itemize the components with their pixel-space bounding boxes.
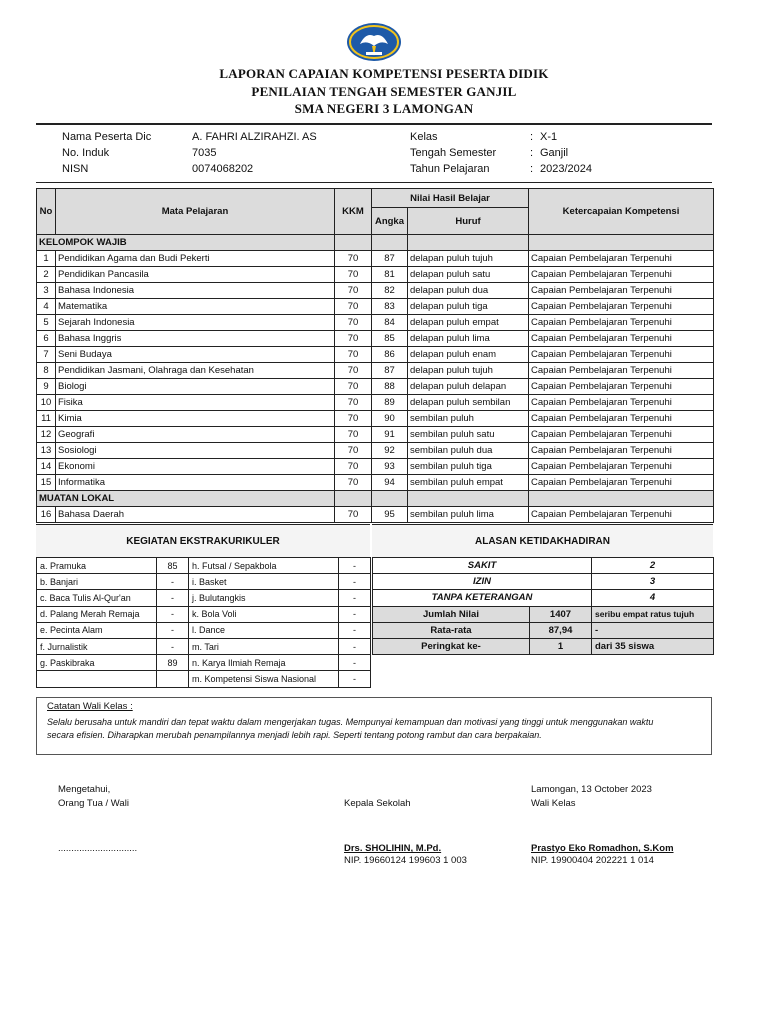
- subject-ketercapaian: Capaian Pembelajaran Terpenuhi: [529, 299, 714, 315]
- col-no: No: [37, 189, 56, 235]
- col-angka: Angka: [372, 208, 408, 235]
- subject-row: [37, 347, 714, 363]
- subject-kkm: 70: [335, 267, 372, 283]
- group-cell: [408, 491, 529, 507]
- subject-huruf: sembilan puluh satu: [408, 427, 529, 443]
- subject-row: [37, 411, 714, 427]
- subject-name: Geografi: [56, 427, 335, 443]
- subject-ketercapaian: Capaian Pembelajaran Terpenuhi: [529, 363, 714, 379]
- subject-huruf: delapan puluh lima: [408, 331, 529, 347]
- ekstra-row: [37, 638, 371, 654]
- tut-wuri-handayani-logo: [346, 22, 402, 62]
- colon: :: [530, 163, 534, 175]
- subject-kkm: 70: [335, 299, 372, 315]
- ekstra-value: -: [157, 638, 189, 654]
- ekstra-value: -: [339, 574, 371, 590]
- nisn-label: NISN: [62, 163, 89, 175]
- subject-row: [37, 251, 714, 267]
- colon: :: [530, 147, 534, 159]
- ekstra-value: [157, 671, 189, 687]
- group-cell: [372, 235, 408, 251]
- report-title: LAPORAN CAPAIAN KOMPETENSI PESERTA DIDIK: [219, 66, 549, 81]
- group-row: [37, 491, 714, 507]
- subject-row: [37, 427, 714, 443]
- subject-ketercapaian: Capaian Pembelajaran Terpenuhi: [529, 331, 714, 347]
- subject-huruf: delapan puluh tujuh: [408, 363, 529, 379]
- tanpa-value: 4: [592, 590, 714, 606]
- ekstra-row: [37, 558, 371, 574]
- sakit-label: SAKIT: [373, 558, 592, 574]
- subject-no: 11: [37, 411, 56, 427]
- subject-angka: 81: [372, 267, 408, 283]
- ekstra-name: f. Jurnalistik: [37, 638, 157, 654]
- subject-row: [37, 459, 714, 475]
- subject-kkm: 70: [335, 443, 372, 459]
- subject-angka: 86: [372, 347, 408, 363]
- subject-huruf: delapan puluh sembilan: [408, 395, 529, 411]
- info-divider: [36, 182, 712, 183]
- subject-row: [37, 395, 714, 411]
- subject-kkm: 70: [335, 363, 372, 379]
- subject-no: 14: [37, 459, 56, 475]
- peringkat-text: dari 35 siswa: [592, 638, 714, 654]
- rata-text: -: [592, 622, 714, 638]
- subject-name: Pendidikan Agama dan Budi Pekerti: [56, 251, 335, 267]
- col-mapel: Mata Pelajaran: [56, 189, 335, 235]
- subject-no: 9: [37, 379, 56, 395]
- report-subtitle: PENILAIAN TENGAH SEMESTER GANJIL: [251, 84, 517, 99]
- subject-angka: 85: [372, 331, 408, 347]
- subject-ketercapaian: Capaian Pembelajaran Terpenuhi: [529, 315, 714, 331]
- subject-no: 15: [37, 475, 56, 491]
- col-kkm: KKM: [335, 189, 372, 235]
- note-line-2: secara efisien. Diharapkan merubah penampilannya menjadi lebih rapi. Seperti tentang potong rambut dan cara berpakaian.: [47, 730, 542, 740]
- subject-angka: 88: [372, 379, 408, 395]
- subject-huruf: delapan puluh tiga: [408, 299, 529, 315]
- subject-name: Bahasa Indonesia: [56, 283, 335, 299]
- subject-name: Biologi: [56, 379, 335, 395]
- subject-ketercapaian: Capaian Pembelajaran Terpenuhi: [529, 267, 714, 283]
- subject-no: 13: [37, 443, 56, 459]
- student-name: A. FAHRI ALZIRAHZI. AS: [192, 131, 317, 143]
- tanpa-label: TANPA KETERANGAN: [373, 590, 592, 606]
- school-name: SMA NEGERI 3 LAMONGAN: [294, 101, 474, 116]
- subject-kkm: 70: [335, 251, 372, 267]
- subject-kkm: 70: [335, 411, 372, 427]
- student-nisn: 0074068202: [192, 163, 254, 175]
- jumlah-text: seribu empat ratus tujuh: [592, 606, 714, 622]
- note-line-1: Selalu berusaha untuk mandiri dan tepat waktu dalam mengerjakan tugas. Mempunyai kemampuan dan motivasi yang tinggi untuk menggunakan waktu: [47, 717, 654, 727]
- ekstra-row: [37, 606, 371, 622]
- group-cell: [335, 235, 372, 251]
- subject-no: 3: [37, 283, 56, 299]
- subject-kkm: 70: [335, 283, 372, 299]
- ekstra-name: n. Karya Ilmiah Remaja: [189, 655, 339, 671]
- subject-ketercapaian: Capaian Pembelajaran Terpenuhi: [529, 283, 714, 299]
- ekstra-row: [37, 671, 371, 687]
- subject-no: 6: [37, 331, 56, 347]
- subject-ketercapaian: Capaian Pembelajaran Terpenuhi: [529, 379, 714, 395]
- student-induk: 7035: [192, 147, 217, 159]
- subject-name: Kimia: [56, 411, 335, 427]
- ekstra-title: KEGIATAN EKSTRAKURIKULER: [36, 524, 370, 557]
- ekstra-name: m. Tari: [189, 638, 339, 654]
- jumlah-label: Jumlah Nilai: [373, 606, 530, 622]
- subject-row: [37, 475, 714, 491]
- subject-ketercapaian: Capaian Pembelajaran Terpenuhi: [529, 459, 714, 475]
- subject-angka: 83: [372, 299, 408, 315]
- ekstra-name: e. Pecinta Alam: [37, 622, 157, 638]
- subject-huruf: delapan puluh satu: [408, 267, 529, 283]
- student-tahun: 2023/2024: [540, 163, 592, 175]
- subject-name: Bahasa Daerah: [56, 507, 335, 523]
- subject-ketercapaian: Capaian Pembelajaran Terpenuhi: [529, 443, 714, 459]
- wali-name: Prastyo Eko Romadhon, S.Kom: [531, 843, 674, 854]
- ekstra-row: [37, 655, 371, 671]
- colon: :: [530, 131, 534, 143]
- peringkat-label: Peringkat ke-: [373, 638, 530, 654]
- col-huruf: Huruf: [408, 208, 529, 235]
- ekstra-name: k. Bola Voli: [189, 606, 339, 622]
- group-cell: [408, 235, 529, 251]
- header-divider: [36, 123, 712, 125]
- subject-angka: 91: [372, 427, 408, 443]
- subject-angka: 89: [372, 395, 408, 411]
- subject-row: [37, 267, 714, 283]
- subject-angka: 93: [372, 459, 408, 475]
- kepsek-nip: NIP. 19660124 199603 1 003: [344, 855, 467, 866]
- subject-kkm: 70: [335, 315, 372, 331]
- ekstra-value: 85: [157, 558, 189, 574]
- subject-huruf: sembilan puluh: [408, 411, 529, 427]
- ekstra-value: -: [339, 655, 371, 671]
- subject-row: [37, 283, 714, 299]
- subject-angka: 87: [372, 363, 408, 379]
- subject-ketercapaian: Capaian Pembelajaran Terpenuhi: [529, 507, 714, 523]
- kepsek-title: Kepala Sekolah: [344, 798, 411, 809]
- wali-nip: NIP. 19900404 202221 1 014: [531, 855, 654, 866]
- absen-table: [372, 557, 714, 655]
- student-semester: Ganjil: [540, 147, 569, 159]
- group-cell: [529, 235, 714, 251]
- subject-huruf: delapan puluh empat: [408, 315, 529, 331]
- subject-ketercapaian: Capaian Pembelajaran Terpenuhi: [529, 395, 714, 411]
- subject-ketercapaian: Capaian Pembelajaran Terpenuhi: [529, 347, 714, 363]
- subject-huruf: delapan puluh tujuh: [408, 251, 529, 267]
- ekstra-value: -: [339, 558, 371, 574]
- grades-table: [36, 188, 714, 523]
- ekstra-table: [36, 557, 371, 688]
- subject-angka: 82: [372, 283, 408, 299]
- group-row: [37, 235, 714, 251]
- subject-no: 7: [37, 347, 56, 363]
- name-label: Nama Peserta Dic: [62, 131, 152, 143]
- subject-no: 10: [37, 395, 56, 411]
- jumlah-value: 1407: [530, 606, 592, 622]
- report-date: Lamongan, 13 October 2023: [531, 784, 652, 795]
- wali-title: Wali Kelas: [531, 798, 576, 809]
- ekstra-row: [37, 574, 371, 590]
- ekstra-value: -: [157, 606, 189, 622]
- subject-ketercapaian: Capaian Pembelajaran Terpenuhi: [529, 475, 714, 491]
- subject-row: [37, 507, 714, 523]
- subject-kkm: 70: [335, 379, 372, 395]
- subject-kkm: 70: [335, 427, 372, 443]
- subject-row: [37, 315, 714, 331]
- subject-ketercapaian: Capaian Pembelajaran Terpenuhi: [529, 251, 714, 267]
- subject-no: 12: [37, 427, 56, 443]
- izin-label: IZIN: [373, 574, 592, 590]
- subject-name: Bahasa Inggris: [56, 331, 335, 347]
- subject-huruf: sembilan puluh empat: [408, 475, 529, 491]
- subject-name: Pendidikan Jasmani, Olahraga dan Kesehatan: [56, 363, 335, 379]
- ekstra-name: b. Banjari: [37, 574, 157, 590]
- subject-angka: 92: [372, 443, 408, 459]
- subject-row: [37, 331, 714, 347]
- student-kelas: X-1: [540, 131, 558, 143]
- subject-huruf: delapan puluh dua: [408, 283, 529, 299]
- subject-no: 16: [37, 507, 56, 523]
- mengetahui-label: Mengetahui,: [58, 784, 111, 795]
- semester-label: Tengah Semester: [410, 147, 497, 159]
- rata-label: Rata-rata: [373, 622, 530, 638]
- ekstra-value: -: [339, 638, 371, 654]
- ekstra-name: [37, 671, 157, 687]
- subject-kkm: 70: [335, 475, 372, 491]
- induk-label: No. Induk: [62, 147, 110, 159]
- ekstra-name: l. Dance: [189, 622, 339, 638]
- group-cell: [335, 491, 372, 507]
- ekstra-name: m. Kompetensi Siswa Nasional: [189, 671, 339, 687]
- absen-title: ALASAN KETIDAKHADIRAN: [372, 524, 713, 557]
- subject-kkm: 70: [335, 347, 372, 363]
- subject-name: Sosiologi: [56, 443, 335, 459]
- subject-name: Pendidikan Pancasila: [56, 267, 335, 283]
- group-cell: [372, 491, 408, 507]
- peringkat-value: 1: [530, 638, 592, 654]
- group-cell: [529, 491, 714, 507]
- subject-kkm: 70: [335, 331, 372, 347]
- subject-row: [37, 379, 714, 395]
- subject-huruf: delapan puluh enam: [408, 347, 529, 363]
- subject-no: 1: [37, 251, 56, 267]
- ortu-signature-line: ..............................: [58, 843, 138, 854]
- ekstra-value: -: [339, 606, 371, 622]
- group-lokal-label: MUATAN LOKAL: [37, 491, 335, 507]
- subject-no: 5: [37, 315, 56, 331]
- ekstra-value: -: [339, 622, 371, 638]
- group-wajib-label: KELOMPOK WAJIB: [37, 235, 335, 251]
- subject-no: 4: [37, 299, 56, 315]
- subject-huruf: sembilan puluh tiga: [408, 459, 529, 475]
- col-ketercapaian: Ketercapaian Kompetensi: [529, 189, 714, 235]
- subject-angka: 94: [372, 475, 408, 491]
- izin-value: 3: [592, 574, 714, 590]
- sakit-value: 2: [592, 558, 714, 574]
- ekstra-row: [37, 622, 371, 638]
- subject-row: [37, 363, 714, 379]
- ekstra-name: h. Futsal / Sepakbola: [189, 558, 339, 574]
- tahun-label: Tahun Pelajaran: [410, 163, 490, 175]
- subject-huruf: sembilan puluh lima: [408, 507, 529, 523]
- subject-ketercapaian: Capaian Pembelajaran Terpenuhi: [529, 411, 714, 427]
- ekstra-name: j. Bulutangkis: [189, 590, 339, 606]
- kepsek-name: Drs. SHOLIHIN, M.Pd.: [344, 843, 442, 854]
- subject-row: [37, 299, 714, 315]
- subject-kkm: 70: [335, 507, 372, 523]
- ekstra-name: c. Baca Tulis Al-Qur'an: [37, 590, 157, 606]
- ekstra-value: -: [157, 622, 189, 638]
- subject-name: Fisika: [56, 395, 335, 411]
- subject-kkm: 70: [335, 459, 372, 475]
- ekstra-name: g. Paskibraka: [37, 655, 157, 671]
- ekstra-value: -: [157, 590, 189, 606]
- subject-angka: 90: [372, 411, 408, 427]
- subject-name: Matematika: [56, 299, 335, 315]
- ekstra-name: d. Palang Merah Remaja: [37, 606, 157, 622]
- ekstra-row: [37, 590, 371, 606]
- subject-angka: 87: [372, 251, 408, 267]
- subject-name: Ekonomi: [56, 459, 335, 475]
- ekstra-value: -: [157, 574, 189, 590]
- note-heading: Catatan Wali Kelas :: [47, 701, 133, 712]
- subject-huruf: delapan puluh delapan: [408, 379, 529, 395]
- subject-no: 8: [37, 363, 56, 379]
- ekstra-value: -: [339, 590, 371, 606]
- subject-huruf: sembilan puluh dua: [408, 443, 529, 459]
- col-nilai: Nilai Hasil Belajar: [372, 189, 529, 208]
- subject-angka: 95: [372, 507, 408, 523]
- subject-no: 2: [37, 267, 56, 283]
- ekstra-value: -: [339, 671, 371, 687]
- subject-angka: 84: [372, 315, 408, 331]
- subject-kkm: 70: [335, 395, 372, 411]
- rata-value: 87,94: [530, 622, 592, 638]
- teacher-note: [36, 697, 712, 755]
- subject-row: [37, 443, 714, 459]
- subject-name: Seni Budaya: [56, 347, 335, 363]
- ortu-title: Orang Tua / Wali: [58, 798, 129, 809]
- subject-ketercapaian: Capaian Pembelajaran Terpenuhi: [529, 427, 714, 443]
- ekstra-name: i. Basket: [189, 574, 339, 590]
- subject-name: Sejarah Indonesia: [56, 315, 335, 331]
- ekstra-name: a. Pramuka: [37, 558, 157, 574]
- ekstra-value: 89: [157, 655, 189, 671]
- kelas-label: Kelas: [410, 131, 438, 143]
- subject-name: Informatika: [56, 475, 335, 491]
